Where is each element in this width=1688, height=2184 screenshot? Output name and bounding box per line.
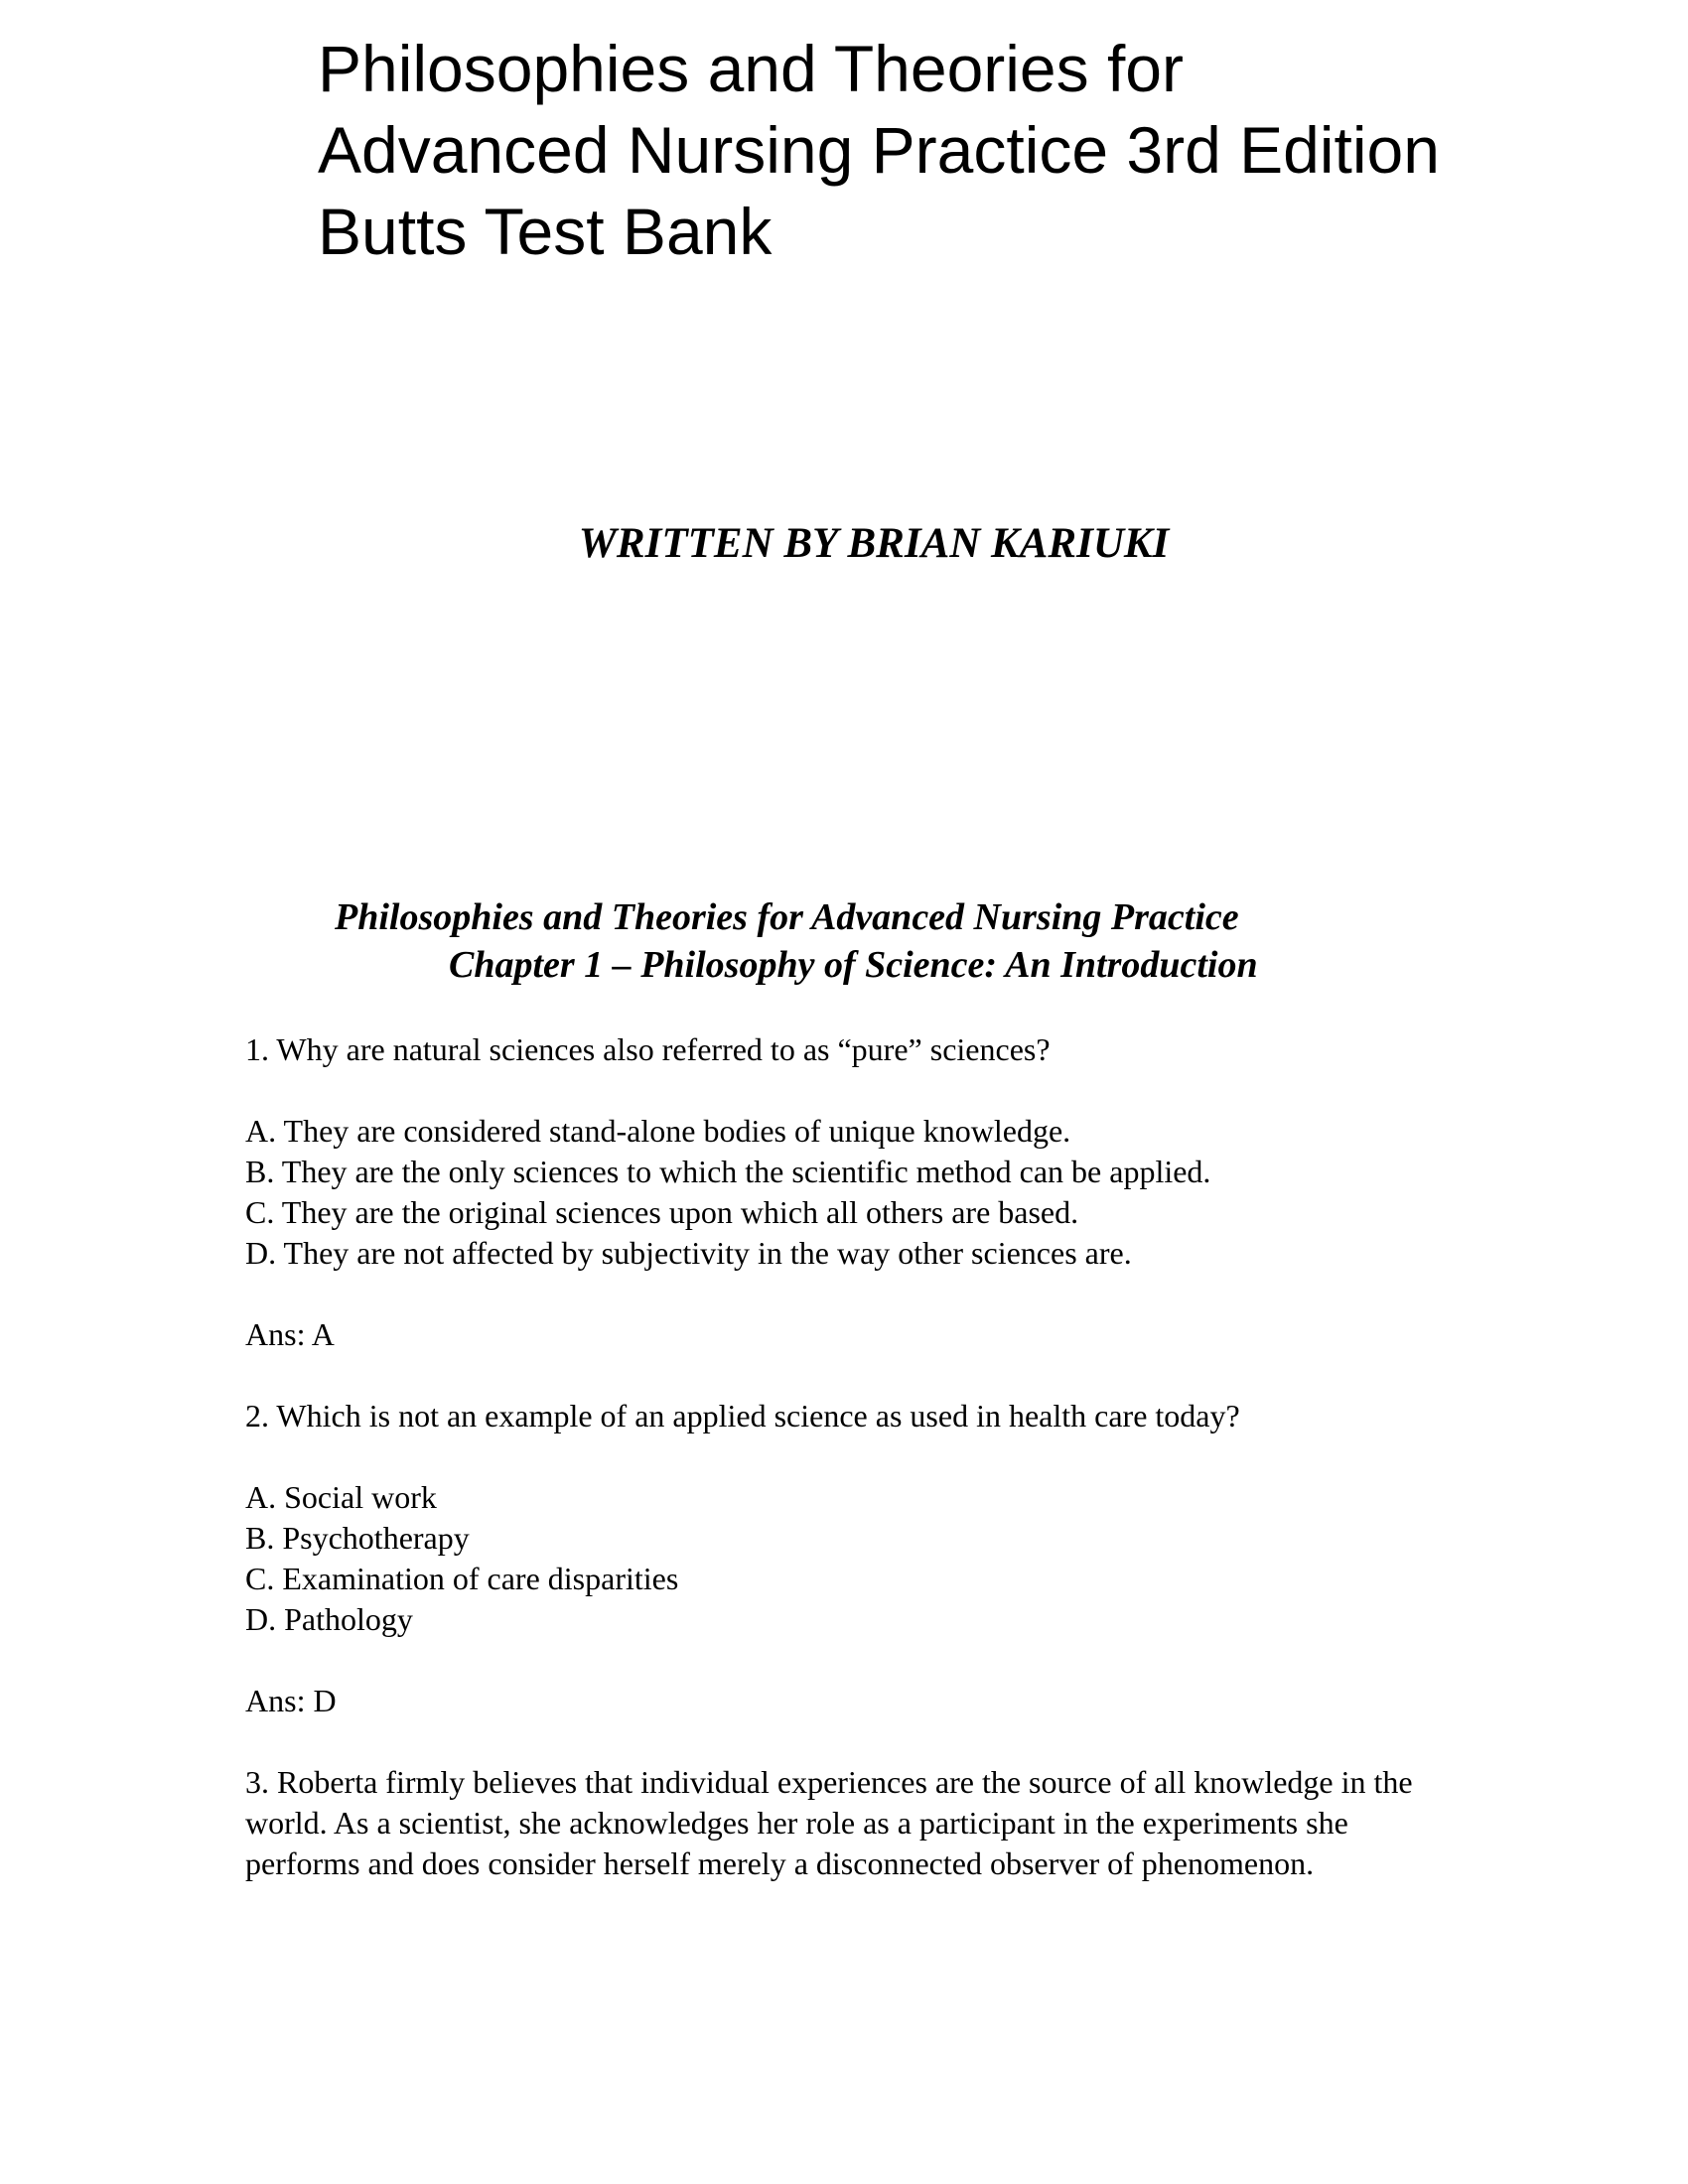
chapter-heading: Chapter 1 – Philosophy of Science: An Introduction: [449, 944, 1258, 986]
book-heading: Philosophies and Theories for Advanced Nursing Practice: [335, 896, 1239, 938]
question-2-option-a: A. Social work: [245, 1479, 437, 1515]
question-3-text: [245, 1762, 1477, 1884]
question-3-line: performs and does consider herself merely a disconnected observer of phenomenon.: [245, 1845, 1315, 1881]
question-1-option-d: D. They are not affected by subjectivity in the way other sciences are.: [245, 1235, 1132, 1271]
question-2-option-d: D. Pathology: [245, 1601, 413, 1637]
question-1-option-a: A. They are considered stand-alone bodies of unique knowledge.: [245, 1113, 1071, 1149]
question-3-line: 3. Roberta firmly believes that individual experiences are the source of all knowledge in the: [245, 1764, 1413, 1800]
question-2-option-b: B. Psychotherapy: [245, 1520, 470, 1556]
question-3-line: world. As a scientist, she acknowledges her role as a participant in the experiments she: [245, 1805, 1348, 1841]
question-1-option-c: C. They are the original sciences upon which all others are based.: [245, 1194, 1079, 1230]
question-2-option-c: C. Examination of care disparities: [245, 1561, 679, 1596]
question-1-text: 1. Why are natural sciences also referred to as “pure” sciences?: [245, 1031, 1051, 1067]
title-line: Advanced Nursing Practice 3rd Edition: [318, 113, 1440, 187]
document-title: [318, 28, 1569, 272]
title-line: Philosophies and Theories for: [318, 32, 1184, 105]
question-1-answer: Ans: A: [245, 1316, 335, 1352]
question-2-answer: Ans: D: [245, 1683, 337, 1718]
question-1-option-b: B. They are the only sciences to which the scientific method can be applied.: [245, 1154, 1211, 1189]
title-line: Butts Test Bank: [318, 195, 773, 268]
author-line: WRITTEN BY BRIAN KARIUKI: [578, 520, 1170, 567]
question-2-text: 2. Which is not an example of an applied science as used in health care today?: [245, 1398, 1240, 1433]
